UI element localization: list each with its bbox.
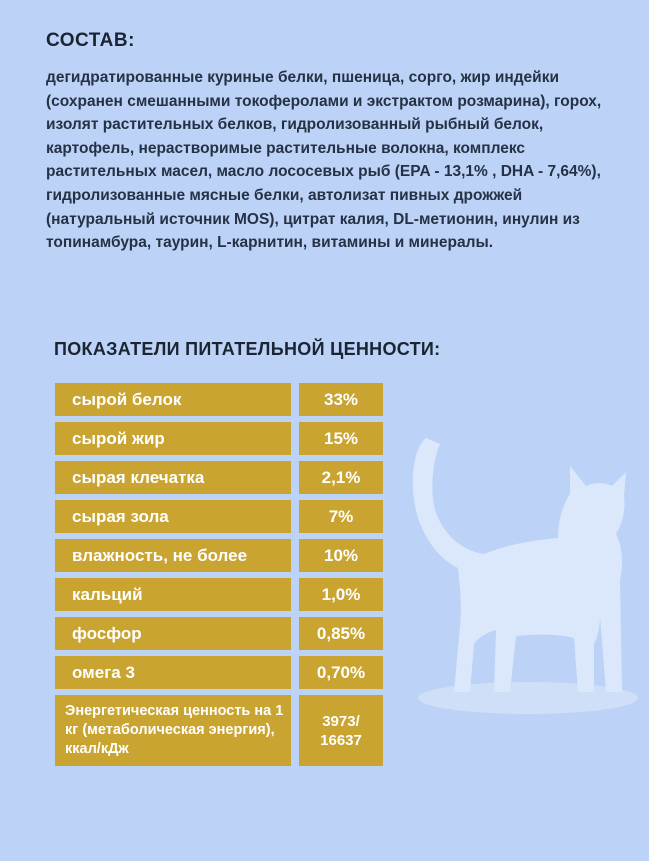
table-row xyxy=(55,617,385,650)
nutrient-value: 3973/ 16637 xyxy=(299,695,383,766)
nutrient-value: 2,1% xyxy=(299,461,383,494)
table-row xyxy=(55,539,385,572)
nutrient-name: сырой жир xyxy=(55,422,291,455)
nutrition-table xyxy=(55,383,385,772)
nutrition-title: ПОКАЗАТЕЛИ ПИТАТЕЛЬНОЙ ЦЕННОСТИ: xyxy=(54,339,441,359)
table-row xyxy=(55,578,385,611)
nutrient-value: 15% xyxy=(299,422,383,455)
table-row xyxy=(55,656,385,689)
nutrient-value: 0,70% xyxy=(299,656,383,689)
nutrient-value: 10% xyxy=(299,539,383,572)
nutrient-name: влажность, не более xyxy=(55,539,291,572)
table-row xyxy=(55,695,385,766)
table-row xyxy=(55,500,385,533)
nutrient-name: кальций xyxy=(55,578,291,611)
nutrient-name: Энергетическая ценность на 1 кг (метаболическая энергия), ккал/кДж xyxy=(55,695,291,766)
nutrient-name: сырая зола xyxy=(55,500,291,533)
nutrient-value: 7% xyxy=(299,500,383,533)
nutrient-value: 33% xyxy=(299,383,383,416)
nutrient-name: сырая клечатка xyxy=(55,461,291,494)
nutrient-value: 0,85% xyxy=(299,617,383,650)
cat-shadow xyxy=(418,682,638,714)
table-row xyxy=(55,422,385,455)
cat-body xyxy=(413,438,626,692)
nutrient-value: 1,0% xyxy=(299,578,383,611)
table-row xyxy=(55,383,385,416)
nutrient-name: омега 3 xyxy=(55,656,291,689)
composition-title: СОСТАВ: xyxy=(46,30,135,51)
nutrient-name: фосфор xyxy=(55,617,291,650)
nutrient-name: сырой белок xyxy=(55,383,291,416)
table-row xyxy=(55,461,385,494)
composition-text: дегидратированные куриные белки, пшеница, сорго, жир индейки (сохранен смешанными токоферолами и экстрактом розмарина), горох, изолят растительных белков, гидролизованный рыбный белок, картофель, нерастворимые растительные волокна, комплекс растительных масел, масло лососевых рыб (EPA - 13,1% , DHA - 7,64%), гидролизованные мясные белки, автолизат пивных дрожжей (натуральный источник MOS), цитрат калия, DL-метионин, инулин из топинамбура, таурин, L-карнитин, витамины и минералы. xyxy=(46,69,602,252)
cat-silhouette-icon xyxy=(398,430,638,730)
